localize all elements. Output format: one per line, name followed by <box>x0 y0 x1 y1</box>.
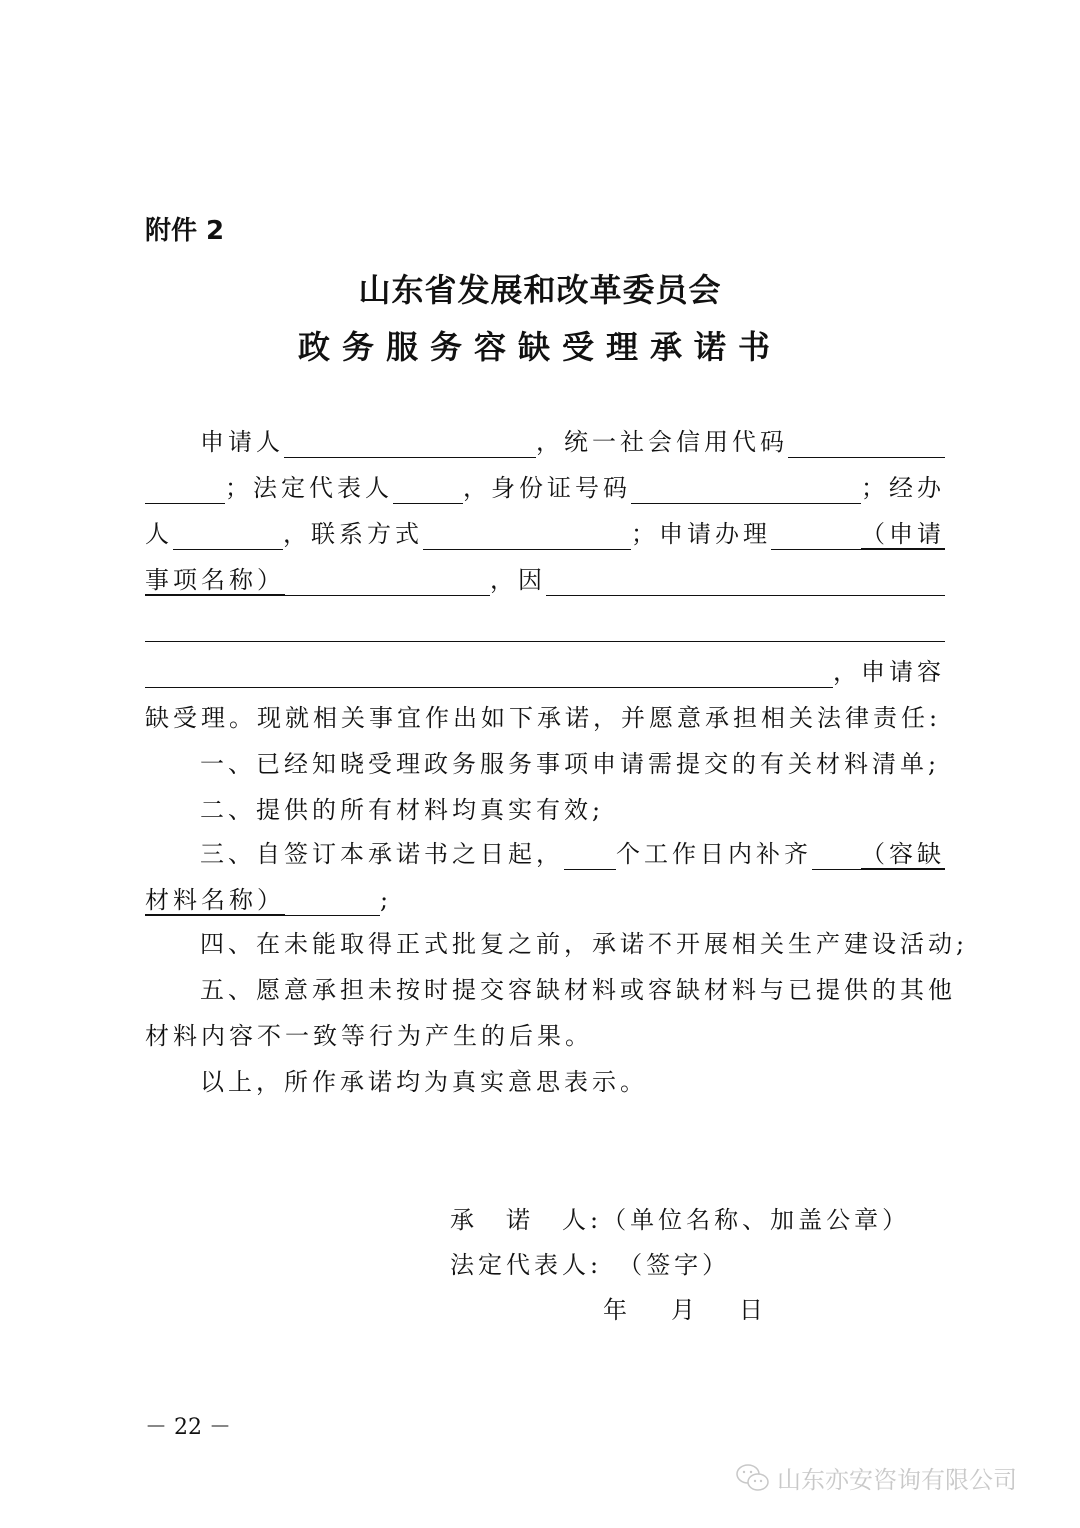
label-credit-code: ，统一社会信用代码 <box>536 428 788 456</box>
promise-5: 五、愿意承担未按时提交容缺材料或容缺材料与已提供的其他 <box>200 976 956 1004</box>
label-contact: ，联系方式 <box>283 520 423 548</box>
apply-item-hint-cont: 事项名称） <box>145 566 285 594</box>
promise-3-text: 三、自签订本承诺书之日起， <box>200 840 564 868</box>
reason-field-line-3[interactable] <box>145 657 833 688</box>
form-line-5 <box>145 606 945 642</box>
materials-hint: （容缺 <box>861 840 945 868</box>
form-line-2 <box>145 468 945 504</box>
apply-item-hint: （申请 <box>861 520 945 548</box>
form-line-6 <box>145 652 945 688</box>
form-line-4 <box>145 560 945 596</box>
promise-4: 四、在未能取得正式批复之前，承诺不开展相关生产建设活动; <box>200 930 969 958</box>
promise-3 <box>200 834 945 870</box>
credit-code-field-cont[interactable] <box>145 473 225 504</box>
attachment-label: 附件 2 <box>145 216 225 246</box>
promise-3-cont <box>145 880 945 916</box>
materials-hint-cont: 材料名称） <box>145 886 285 914</box>
promise-2: 二、提供的所有材料均真实有效; <box>200 796 605 824</box>
label-reason: ，因 <box>490 566 546 594</box>
apply-item-field[interactable] <box>771 519 861 550</box>
reason-field[interactable] <box>546 565 945 596</box>
label-id-number: ，身份证号码 <box>463 474 631 502</box>
form-line-1 <box>200 422 945 458</box>
label-handler: ；经办 <box>861 474 945 502</box>
page-number: － 22 － <box>145 1415 231 1440</box>
date-line: 年 月 日 <box>603 1296 773 1324</box>
promise-1: 一、已经知晓受理政务服务事项申请需提交的有关材料清单; <box>200 750 941 778</box>
wechat-icon <box>735 1463 771 1493</box>
credit-code-field[interactable] <box>788 427 945 458</box>
watermark-text: 山东亦安咨询有限公司 <box>777 1466 1017 1494</box>
materials-field-cont[interactable] <box>285 885 380 916</box>
label-apply-tolerance: ，申请容 <box>833 658 945 686</box>
closing-statement: 以上，所作承诺均为真实意思表示。 <box>200 1068 648 1096</box>
label-handler-cont: 人 <box>145 520 173 548</box>
handler-field[interactable] <box>173 519 283 550</box>
legal-rep-field[interactable] <box>393 473 463 504</box>
materials-field[interactable] <box>812 839 861 870</box>
workdays-field[interactable] <box>564 839 616 870</box>
promise-3-text-2: 个工作日内补齐 <box>616 840 812 868</box>
label-legal-rep: ；法定代表人 <box>225 474 393 502</box>
contact-field[interactable] <box>423 519 631 550</box>
promise-5-cont: 材料内容不一致等行为产生的后果。 <box>145 1022 593 1050</box>
id-number-field[interactable] <box>631 473 861 504</box>
applicant-field[interactable] <box>284 427 536 458</box>
label-apply-for: ；申请办理 <box>631 520 771 548</box>
reason-field-line-2[interactable] <box>145 611 945 642</box>
title-line-2: 政务服务容缺受理承诺书 <box>297 328 782 366</box>
form-line-3 <box>145 514 945 550</box>
semicolon: ; <box>380 886 393 914</box>
promisor-line: 承 诺 人:（单位名称、加盖公章） <box>450 1206 911 1234</box>
label-applicant: 申请人 <box>200 428 284 456</box>
apply-item-field-cont[interactable] <box>285 565 490 596</box>
title-line-1: 山东省发展和改革委员会 <box>358 271 722 309</box>
paragraph-0: 缺受理。现就相关事宜作出如下承诺，并愿意承担相关法律责任: <box>145 704 942 732</box>
legal-rep-signature-line: 法定代表人: （签字） <box>450 1251 731 1279</box>
watermark <box>735 1460 1017 1495</box>
